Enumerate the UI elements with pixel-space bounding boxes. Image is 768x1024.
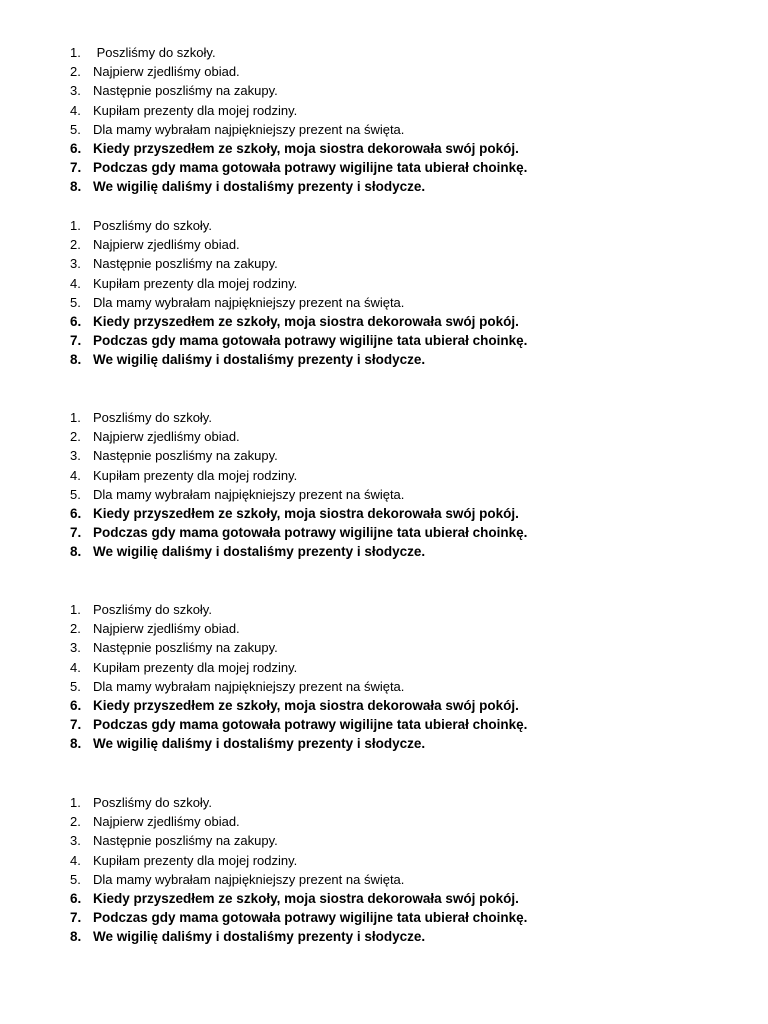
list-item-number: 4. [70,853,81,868]
list-item [0,350,700,369]
list-item-number: 2. [70,429,81,444]
list-item [0,466,700,485]
list-item-number: 8. [70,736,82,751]
list-item-number: 2. [70,814,81,829]
list-item-text: Najpierw zjedliśmy obiad. [93,814,240,829]
list-item-number: 3. [70,833,81,848]
list-item-number: 8. [70,929,82,944]
list-item-text: We wigilię daliśmy i dostaliśmy prezenty i słodycze. [93,544,426,559]
list-item [0,293,700,312]
list-item [0,812,700,831]
list-item-text: Kupiłam prezenty dla mojej rodziny. [93,468,298,483]
list-item [0,851,700,870]
list-item-number: 5. [70,679,81,694]
list-item-number: 5. [70,487,81,502]
list-item [0,638,700,657]
list-item-text: Podczas gdy mama gotowała potrawy wigilijne tata ubierał choinkę. [93,525,528,540]
list-item-text: Dla mamy wybrałam najpiękniejszy prezent na święta. [93,679,405,694]
list-item-number: 1. [70,410,81,425]
list-item [0,715,700,734]
list-item-text: Kupiłam prezenty dla mojej rodziny. [93,103,298,118]
list-item-number: 3. [70,256,81,271]
list-item [0,408,700,427]
list-item [0,312,700,331]
list-item-text: Dla mamy wybrałam najpiękniejszy prezent na święta. [93,487,405,502]
list-item-number: 7. [70,525,82,540]
list-item-number: 8. [70,352,82,367]
list-item-text: Następnie poszliśmy na zakupy. [93,83,278,98]
list-item-number: 7. [70,333,82,348]
list-item-number: 2. [70,237,81,252]
list-item-text: Kupiłam prezenty dla mojej rodziny. [93,276,298,291]
list-item-text: Podczas gdy mama gotowała potrawy wigilijne tata ubierał choinkę. [93,717,528,732]
list-item [0,619,700,638]
list-item [0,658,700,677]
list-item-number: 6. [70,698,82,713]
list-item-text: Najpierw zjedliśmy obiad. [93,64,240,79]
list-item [0,427,700,446]
list-item-text: Dla mamy wybrałam najpiękniejszy prezent na święta. [93,295,405,310]
list-item-number: 6. [70,891,82,906]
list-item-text: Poszliśmy do szkoły. [93,602,212,617]
list-item-number: 5. [70,122,81,137]
list-item-number: 3. [70,448,81,463]
list-item-text: Najpierw zjedliśmy obiad. [93,429,240,444]
list-item [0,793,700,812]
list-item-number: 4. [70,276,81,291]
list-item [0,235,700,254]
list-item [0,120,700,139]
list-item [0,889,700,908]
list-item-number: 1. [70,602,81,617]
list-item [0,274,700,293]
list-item-text: Kupiłam prezenty dla mojej rodziny. [93,853,298,868]
list-item-number: 5. [70,872,81,887]
list-item [0,177,700,196]
list-item [0,216,700,235]
list-item-number: 7. [70,160,82,175]
list-item-number: 5. [70,295,81,310]
list-item-number: 4. [70,103,81,118]
list-item-text: We wigilię daliśmy i dostaliśmy prezenty i słodycze. [93,352,426,367]
list-item-text: Podczas gdy mama gotowała potrawy wigilijne tata ubierał choinkę. [93,160,528,175]
list-item [0,62,700,81]
list-item [0,927,700,946]
list-item [0,101,700,120]
list-item-number: 7. [70,717,82,732]
list-item [0,485,700,504]
list-item-text: Następnie poszliśmy na zakupy. [93,256,278,271]
list-item-number: 7. [70,910,82,925]
list-item-number: 8. [70,179,82,194]
list-item-text: Następnie poszliśmy na zakupy. [93,640,278,655]
list-item-text: Najpierw zjedliśmy obiad. [93,237,240,252]
list-item-text: Kiedy przyszedłem ze szkoły, moja siostra dekorowała swój pokój. [93,891,519,906]
list-item [0,158,700,177]
list-item-number: 3. [70,83,81,98]
list-item-text: Poszliśmy do szkoły. [93,218,212,233]
list-item-number: 6. [70,141,82,156]
list-item-text: Najpierw zjedliśmy obiad. [93,621,240,636]
list-item [0,139,700,158]
list-item-text: Podczas gdy mama gotowała potrawy wigilijne tata ubierał choinkę. [93,333,528,348]
list-item-text: Poszliśmy do szkoły. [93,410,212,425]
list-item-text: We wigilię daliśmy i dostaliśmy prezenty i słodycze. [93,736,426,751]
list-item [0,43,700,62]
list-item [0,542,700,561]
list-item [0,831,700,850]
list-item [0,504,700,523]
list-item-number: 1. [70,45,81,60]
list-item-text: Następnie poszliśmy na zakupy. [93,448,278,463]
list-item-text: Kupiłam prezenty dla mojej rodziny. [93,660,298,675]
list-item [0,600,700,619]
list-item [0,696,700,715]
list-item-text: We wigilię daliśmy i dostaliśmy prezenty i słodycze. [93,929,426,944]
list-item [0,81,700,100]
list-item [0,331,700,350]
list-item-number: 4. [70,468,81,483]
list-item-text: Kiedy przyszedłem ze szkoły, moja siostra dekorowała swój pokój. [93,314,519,329]
list-item-number: 2. [70,64,81,79]
list-item-number: 3. [70,640,81,655]
list-item-text: Kiedy przyszedłem ze szkoły, moja siostra dekorowała swój pokój. [93,698,519,713]
list-item-text: Następnie poszliśmy na zakupy. [93,833,278,848]
list-item-text: Dla mamy wybrałam najpiękniejszy prezent na święta. [93,122,405,137]
list-item-text: Kiedy przyszedłem ze szkoły, moja siostra dekorowała swój pokój. [93,506,519,521]
list-item [0,677,700,696]
list-item [0,523,700,542]
list-item-number: 6. [70,314,82,329]
list-item-text: We wigilię daliśmy i dostaliśmy prezenty i słodycze. [93,179,426,194]
list-item-text: Podczas gdy mama gotowała potrawy wigilijne tata ubierał choinkę. [93,910,528,925]
list-item-number: 2. [70,621,81,636]
list-item-text: Kiedy przyszedłem ze szkoły, moja siostra dekorowała swój pokój. [93,141,519,156]
list-item [0,908,700,927]
list-item [0,254,700,273]
list-item [0,734,700,753]
list-item-number: 1. [70,795,81,810]
list-item-text: Poszliśmy do szkoły. [93,45,216,60]
list-item-number: 8. [70,544,82,559]
list-item-number: 4. [70,660,81,675]
list-item-number: 1. [70,218,81,233]
list-item [0,446,700,465]
list-item-number: 6. [70,506,82,521]
list-item-text: Dla mamy wybrałam najpiękniejszy prezent na święta. [93,872,405,887]
list-item [0,870,700,889]
list-item-text: Poszliśmy do szkoły. [93,795,212,810]
